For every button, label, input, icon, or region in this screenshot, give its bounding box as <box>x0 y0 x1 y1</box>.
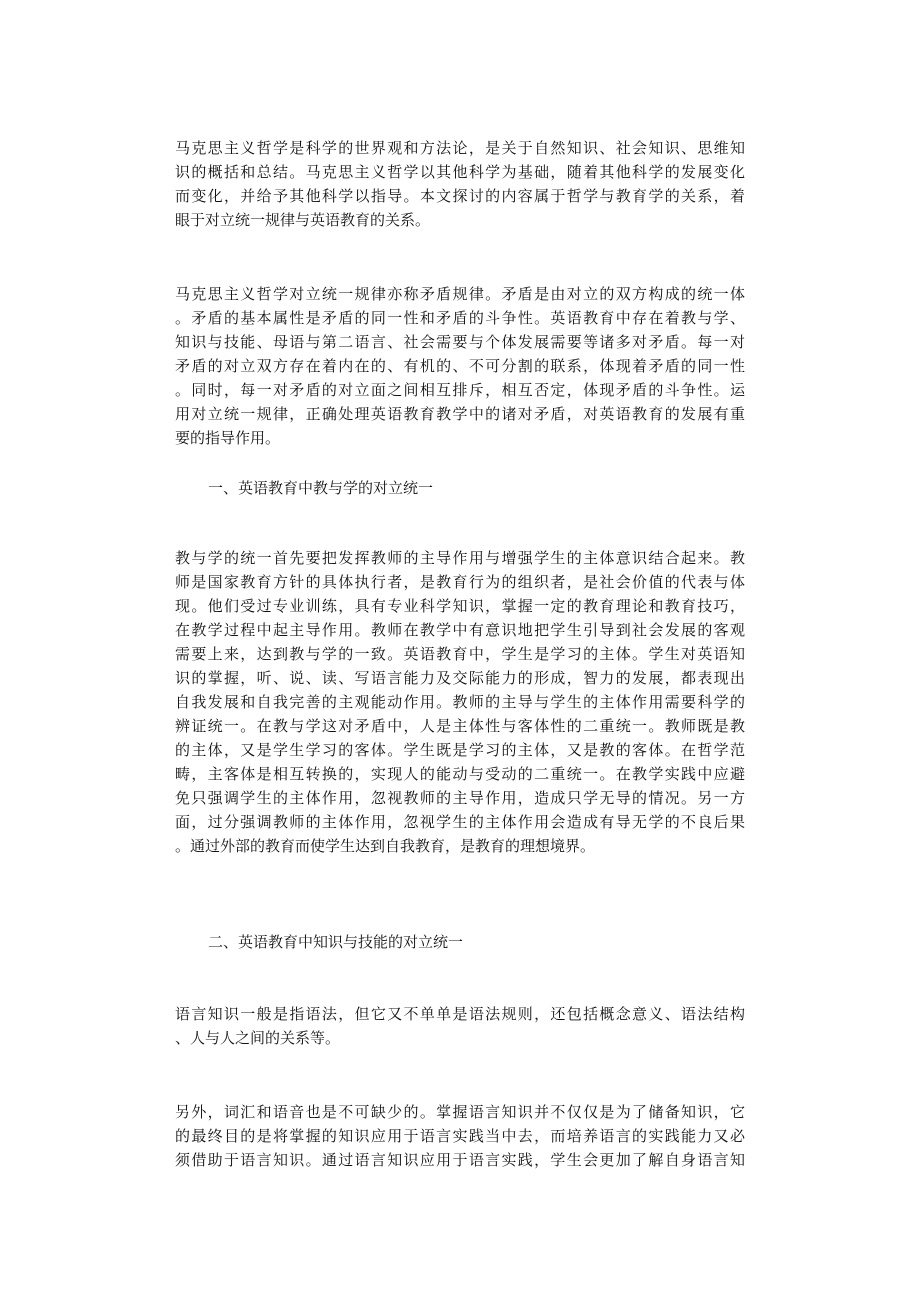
text-line: 的最终目的是将掌握的知识应用于语言实践当中去，而培养语言的实践能力又必 <box>175 1127 745 1145</box>
section1-heading: 一、英语教育中教与学的对立统一 <box>208 479 434 497</box>
text-line: 马克思主义哲学对立统一规律亦称矛盾规律。矛盾是由对立的双方构成的统一体 <box>175 285 745 303</box>
text-line: 需要上来，达到教与学的一致。英语教育中，学生是学习的主体。学生对英语知 <box>175 645 745 663</box>
text-line: 。通过外部的教育而使学生达到自我教育，是教育的理想境界。 <box>175 837 596 855</box>
text-line: 眼于对立统一规律与英语教育的关系。 <box>175 211 431 229</box>
text-line: 要的指导作用。 <box>175 429 281 447</box>
text-line: 的主体，又是学生学习的客体。学生既是学习的主体，又是教的客体。在哲学范 <box>175 741 745 759</box>
text-line: 而变化，并给予其他科学以指导。本文探讨的内容属于哲学与教育学的关系，着 <box>175 187 745 205</box>
text-line: 、人与人之间的关系等。 <box>175 1029 341 1047</box>
text-line: 语言知识一般是指语法，但它又不单单是语法规则，还包括概念意义、语法结构 <box>175 1005 745 1023</box>
text-line: 面，过分强调教师的主体作用，忽视学生的主体作用会造成有导无学的不良后果 <box>175 813 745 831</box>
text-line: 现。他们受过专业训练，具有专业科学知识，掌握一定的教育理论和教育技巧， <box>175 597 745 615</box>
text-line: 。同时，每一对矛盾的对立面之间相互排斥，相互否定，体现矛盾的斗争性。运 <box>175 381 745 399</box>
section2-heading: 二、英语教育中知识与技能的对立统一 <box>208 933 464 951</box>
text-line: 畴，主客体是相互转换的，实现人的能动与受动的二重统一。在教学实践中应避 <box>175 765 745 783</box>
text-line: 免只强调学生的主体作用，忽视教师的主导作用，造成只学无导的情况。另一方 <box>175 789 745 807</box>
text-line: 识的掌握，听、说、读、写语言能力及交际能力的形成，智力的发展，都表现出 <box>175 669 745 687</box>
text-line: 自我发展和自我完善的主观能动作用。教师的主导与学生的主体作用需要科学的 <box>175 693 745 711</box>
text-line: 马克思主义哲学是科学的世界观和方法论，是关于自然知识、社会知识、思维知 <box>175 139 745 157</box>
text-line: 矛盾的对立双方存在着内在的、有机的、不可分割的联系，体现着矛盾的同一性 <box>175 357 745 375</box>
text-line: 另外，词汇和语音也是不可缺少的。掌握语言知识并不仅仅是为了储备知识，它 <box>175 1103 745 1121</box>
text-line: 在教学过程中起主导作用。教师在教学中有意识地把学生引导到社会发展的客观 <box>175 621 745 639</box>
text-line: 知识与技能、母语与第二语言、社会需要与个体发展需要等诸多对矛盾。每一对 <box>175 333 745 351</box>
text-line: 。矛盾的基本属性是矛盾的同一性和矛盾的斗争性。英语教育中存在着教与学、 <box>175 309 745 327</box>
text-line: 须借助于语言知识。通过语言知识应用于语言实践，学生会更加了解自身语言知 <box>175 1151 745 1169</box>
text-line: 师是国家教育方针的具体执行者，是教育行为的组织者，是社会价值的代表与体 <box>175 573 745 591</box>
text-line: 辨证统一。在教与学这对矛盾中，人是主体性与客体性的二重统一。教师既是教 <box>175 717 745 735</box>
text-line: 用对立统一规律，正确处理英语教育教学中的诸对矛盾，对英语教育的发展有重 <box>175 405 745 423</box>
text-line: 教与学的统一首先要把发挥教师的主导作用与增强学生的主体意识结合起来。教 <box>175 549 745 567</box>
text-line: 识的概括和总结。马克思主义哲学以其他科学为基础，随着其他科学的发展变化 <box>175 163 745 181</box>
